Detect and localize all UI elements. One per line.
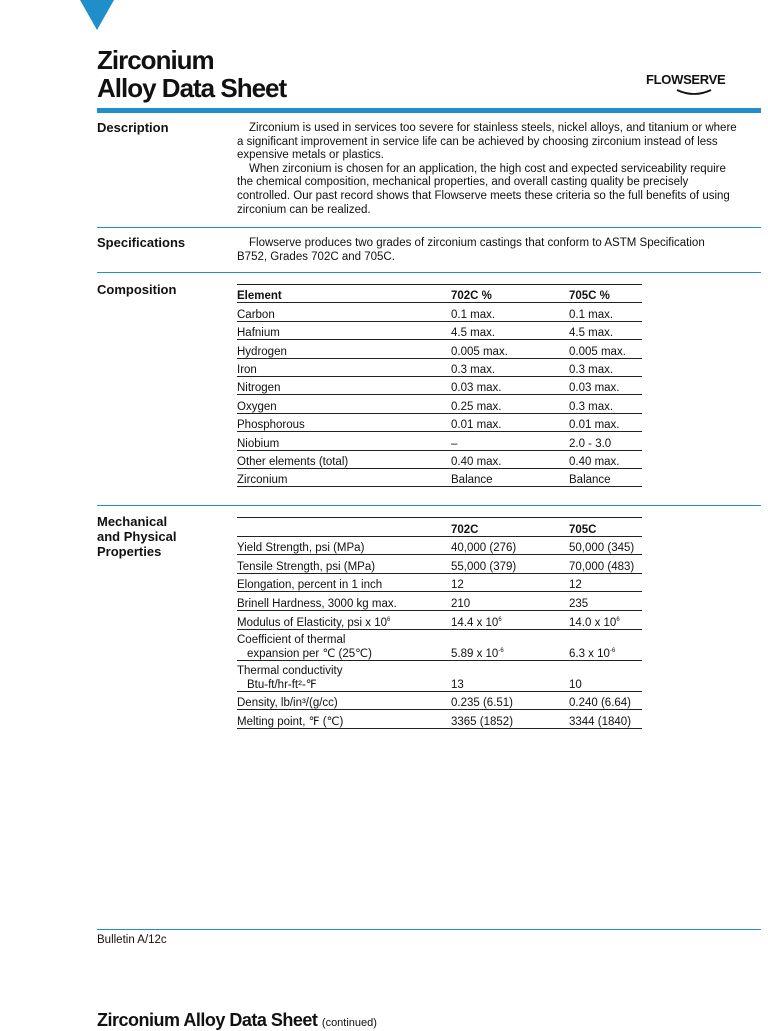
table-row — [237, 340, 642, 358]
logo-text: FLOWSERVE — [646, 72, 726, 87]
value-cell: 0.235 (6.51) — [451, 691, 569, 710]
property-cell: Brinell Hardness, 3000 kg max. — [237, 592, 451, 611]
description-heading: Description — [97, 120, 169, 135]
value-cell: 0.3 max. — [569, 395, 642, 413]
table-header-row — [237, 518, 642, 537]
element-cell: Carbon — [237, 303, 451, 321]
element-cell: Oxygen — [237, 395, 451, 413]
value-cell: 0.1 max. — [451, 303, 569, 321]
superscript: -6 — [498, 647, 504, 654]
property-label-cont: expansion per ℃ (25℃) — [247, 647, 372, 660]
element-cell: Niobium — [237, 432, 451, 450]
table-row — [237, 376, 642, 394]
table-row — [237, 395, 642, 413]
superscript: -6 — [609, 647, 616, 654]
table-row — [237, 468, 642, 486]
property-label: Thermal conductivity — [237, 664, 343, 677]
value-text: 14.0 x 10 — [569, 616, 617, 629]
page-title — [97, 46, 286, 102]
superscript: 6 — [387, 616, 391, 623]
element-cell: Iron — [237, 358, 451, 376]
property-cell — [237, 660, 451, 691]
value-cell: 0.40 max. — [569, 450, 642, 468]
corner-triangle-mark — [80, 0, 114, 30]
value-text: 5.89 x 10 — [451, 647, 499, 660]
value-cell: 0.3 max. — [569, 358, 642, 376]
section-divider — [97, 505, 761, 506]
value-cell: 235 — [569, 592, 642, 611]
mechanical-heading — [97, 514, 176, 559]
table-row — [237, 592, 642, 611]
section-divider — [97, 227, 761, 228]
property-label-cont: Btu-ft/hr-ft²-℉ — [247, 678, 317, 691]
value-cell: 4.5 max. — [451, 321, 569, 339]
specifications-text — [237, 237, 737, 264]
element-cell: Zirconium — [237, 468, 451, 486]
value-cell — [451, 629, 569, 660]
value-cell: 0.005 max. — [569, 340, 642, 358]
table-row — [237, 358, 642, 376]
value-cell: 12 — [569, 573, 642, 592]
property-cell: Melting point, ℉ (℃) — [237, 710, 451, 729]
value-cell: 40,000 (276) — [451, 536, 569, 555]
value-cell: 10 — [569, 660, 642, 691]
value-cell: 0.03 max. — [451, 376, 569, 394]
value-cell: 0.240 (6.64) — [569, 691, 642, 710]
value-cell: Balance — [569, 468, 642, 486]
description-paragraph-1: Zirconium is used in services too severe for stainless steels, nickel alloys, and titanium or where a significant improvement in service life can be achieved by choosing zirconium instead of less expensive metals or plastics. — [237, 122, 737, 162]
column-header: 702C % — [451, 285, 569, 303]
logo-swoosh-icon — [676, 87, 712, 97]
value-cell: 0.03 max. — [569, 376, 642, 394]
mechanical-heading-line-3: Properties — [97, 544, 162, 559]
column-header — [237, 518, 451, 537]
property-cell: Elongation, percent in 1 inch — [237, 573, 451, 592]
value-cell: 0.01 max. — [569, 413, 642, 431]
table-row — [237, 321, 642, 339]
value-cell: 4.5 max. — [569, 321, 642, 339]
value-cell: 210 — [451, 592, 569, 611]
mechanical-heading-line-1: Mechanical — [97, 514, 168, 529]
element-cell: Hydrogen — [237, 340, 451, 358]
composition-heading: Composition — [97, 282, 177, 297]
value-cell: 3365 (1852) — [451, 710, 569, 729]
description-text — [237, 122, 737, 217]
composition-table — [237, 284, 642, 487]
value-cell: 55,000 (379) — [451, 555, 569, 574]
value-cell: 0.25 max. — [451, 395, 569, 413]
continued-note: (continued) — [321, 1017, 377, 1029]
value-cell: 3344 (1840) — [569, 710, 642, 729]
element-cell: Phosphorous — [237, 413, 451, 431]
value-cell: 0.1 max. — [569, 303, 642, 321]
value-cell: Balance — [451, 468, 569, 486]
value-cell — [569, 610, 642, 629]
continued-title-text: Zirconium Alloy Data Sheet — [97, 1010, 318, 1030]
specifications-paragraph: Flowserve produces two grades of zirconium castings that conform to ASTM Specification B752, Grades 702C and 705C. — [237, 237, 705, 263]
element-cell: Other elements (total) — [237, 450, 451, 468]
table-row — [237, 710, 642, 729]
property-cell: Yield Strength, psi (MPa) — [237, 536, 451, 555]
table-row — [237, 555, 642, 574]
property-cell: Density, lb/in³/(g/cc) — [237, 691, 451, 710]
flowserve-logo — [646, 72, 730, 100]
table-row — [237, 450, 642, 468]
table-row — [237, 536, 642, 555]
element-cell: Nitrogen — [237, 376, 451, 394]
column-header: 705C — [569, 518, 642, 537]
section-divider — [97, 272, 761, 273]
value-text: 6.3 x 10 — [569, 647, 610, 660]
table-header-row — [237, 285, 642, 303]
footer-rule — [97, 929, 761, 930]
mechanical-heading-line-2: and Physical — [97, 529, 177, 544]
header-rule — [97, 108, 761, 113]
column-header: Element — [237, 285, 451, 303]
property-cell — [237, 610, 451, 629]
value-text: 14.4 x 10 — [451, 616, 499, 629]
value-cell: 0.3 max. — [451, 358, 569, 376]
column-header: 702C — [451, 518, 569, 537]
property-label: Coefficient of thermal — [237, 633, 346, 646]
value-cell: 0.01 max. — [451, 413, 569, 431]
property-cell — [237, 629, 451, 660]
superscript: 6 — [616, 616, 620, 623]
specifications-heading: Specifications — [97, 235, 186, 250]
bulletin-number: Bulletin A/12c — [97, 934, 167, 946]
column-header: 705C % — [569, 285, 642, 303]
value-cell: 0.005 max. — [451, 340, 569, 358]
table-row — [237, 660, 642, 691]
value-cell: 70,000 (483) — [569, 555, 642, 574]
property-label: Modulus of Elasticity, psi x 10 — [237, 616, 387, 629]
value-cell — [451, 610, 569, 629]
continued-page-title — [97, 1010, 377, 1031]
table-row — [237, 303, 642, 321]
table-row — [237, 432, 642, 450]
value-cell: 12 — [451, 573, 569, 592]
superscript: 6 — [498, 616, 502, 623]
mechanical-properties-table — [237, 517, 642, 729]
value-cell: 13 — [451, 660, 569, 691]
title-line-2: Alloy Data Sheet — [97, 73, 287, 103]
value-cell: 50,000 (345) — [569, 536, 642, 555]
description-paragraph-2: When zirconium is chosen for an application, the high cost and expected serviceability require the chemical composition, mechanical properties, and overall casting quality be precisely controlled. Our past record shows that Flowserve meets these criteria so the full benefits of using zirconium can be realized. — [237, 162, 730, 216]
property-cell: Tensile Strength, psi (MPa) — [237, 555, 451, 574]
value-cell: 2.0 - 3.0 — [569, 432, 642, 450]
element-cell: Hafnium — [237, 321, 451, 339]
table-row — [237, 610, 642, 629]
value-cell: 0.40 max. — [451, 450, 569, 468]
value-cell — [569, 629, 642, 660]
table-row — [237, 413, 642, 431]
table-row — [237, 691, 642, 710]
title-line-1: Zirconium — [97, 45, 214, 75]
table-row — [237, 573, 642, 592]
value-cell: – — [451, 432, 569, 450]
table-row — [237, 629, 642, 660]
